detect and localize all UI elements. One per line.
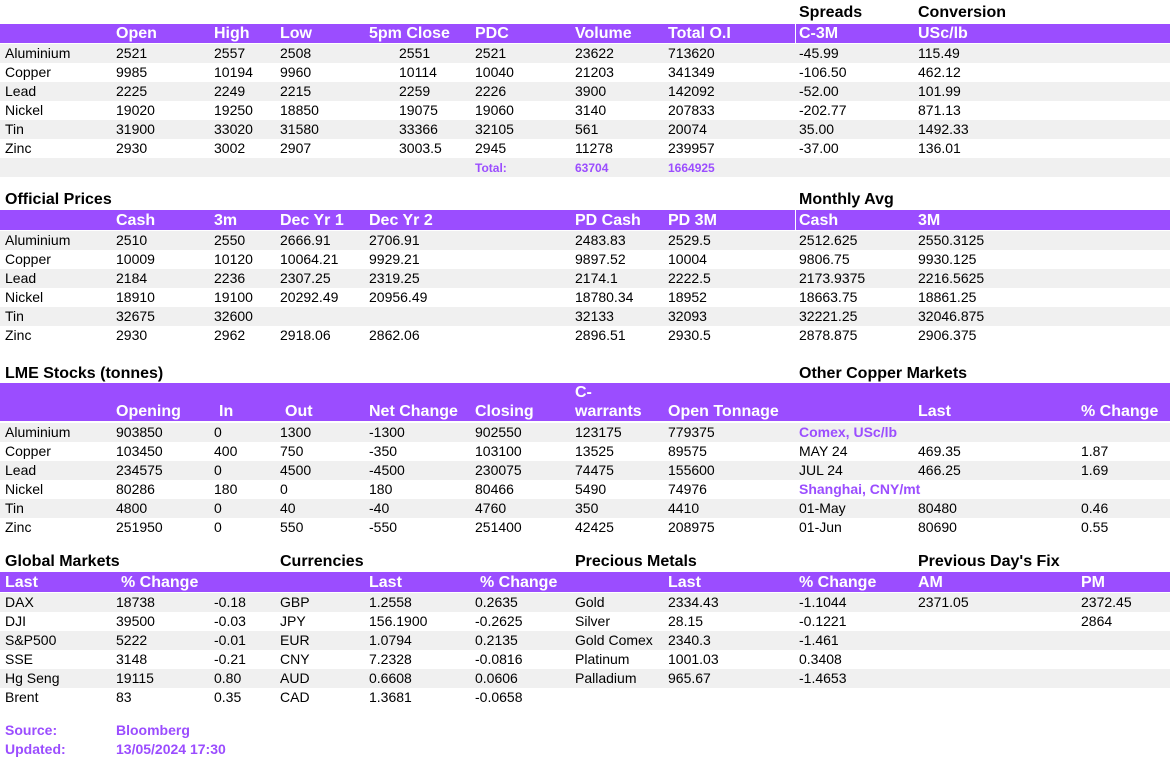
currency-code: AUD bbox=[280, 670, 310, 686]
col-header-low: Low bbox=[280, 25, 312, 42]
metal-name: Zinc bbox=[5, 519, 32, 535]
precious-last: 28.15 bbox=[668, 613, 704, 629]
currency-code: CNY bbox=[280, 651, 310, 667]
official-prices-title: Official Prices bbox=[5, 191, 112, 208]
index-last: 3148 bbox=[116, 651, 148, 667]
col-header-c-3m: C-3M bbox=[799, 25, 839, 42]
monthly-cash-cell: 9806.75 bbox=[799, 251, 850, 267]
dec-yr-1-cell: 2307.25 bbox=[280, 270, 331, 286]
header-divider bbox=[795, 210, 796, 230]
col-header-net-change: Net Change bbox=[369, 403, 458, 420]
fix-pm-value: 2864 bbox=[1081, 613, 1113, 629]
col-header-precious-change: % Change bbox=[799, 574, 877, 591]
comex-label: Comex, USc/lb bbox=[799, 424, 898, 440]
out-cell: 750 bbox=[280, 443, 304, 459]
precious-last: 2334.43 bbox=[668, 594, 719, 610]
net-change-cell: -4500 bbox=[369, 462, 405, 478]
open-cell: 2225 bbox=[116, 83, 148, 99]
volume-cell: 561 bbox=[575, 121, 599, 137]
opening-cell: 80286 bbox=[116, 481, 155, 497]
pdc-cell: 2226 bbox=[475, 83, 507, 99]
index-name: Hg Seng bbox=[5, 670, 60, 686]
open-tonnage-cell: 74976 bbox=[668, 481, 707, 497]
opening-cell: 103450 bbox=[116, 443, 163, 459]
col-header-total-oi: Total O.I bbox=[668, 25, 731, 42]
5pm-close-cell: 2551 bbox=[399, 45, 431, 61]
out-cell: 40 bbox=[280, 500, 296, 516]
volume-cell: 23622 bbox=[575, 45, 614, 61]
closing-cell: 902550 bbox=[475, 424, 522, 440]
open-tonnage-cell: 89575 bbox=[668, 443, 707, 459]
col-header-pd-cash: PD Cash bbox=[575, 212, 641, 229]
metal-name: Copper bbox=[5, 251, 51, 267]
total-oi-cell: 341349 bbox=[668, 64, 715, 80]
high-cell: 2557 bbox=[214, 45, 246, 61]
source-value: Bloomberg bbox=[116, 722, 190, 738]
dec-yr-2-cell: 2706.91 bbox=[369, 232, 420, 248]
metal-name: Copper bbox=[5, 64, 51, 80]
metal-name: Nickel bbox=[5, 102, 44, 118]
net-change-cell: -1300 bbox=[369, 424, 405, 440]
precious-last: 2340.3 bbox=[668, 632, 711, 648]
pdc-cell: 2945 bbox=[475, 140, 507, 156]
currency-last: 0.6608 bbox=[369, 670, 412, 686]
col-header-volume: Volume bbox=[575, 25, 632, 42]
open-tonnage-cell: 208975 bbox=[668, 519, 715, 535]
pd-cash-cell: 2174.1 bbox=[575, 270, 618, 286]
metal-name: Lead bbox=[5, 270, 37, 286]
shanghai-last: 80480 bbox=[918, 500, 957, 516]
precious-last: 1001.03 bbox=[668, 651, 719, 667]
closing-cell: 230075 bbox=[475, 462, 522, 478]
opening-cell: 251950 bbox=[116, 519, 163, 535]
col-header-5pm-close: 5pm Close bbox=[369, 25, 450, 42]
other-copper-title: Other Copper Markets bbox=[799, 365, 968, 382]
col-header-warrants: warrants bbox=[575, 403, 642, 420]
dec-yr-2-cell: 9929.21 bbox=[369, 251, 420, 267]
pdc-cell: 10040 bbox=[475, 64, 514, 80]
monthly-cash-cell: 32221.25 bbox=[799, 308, 858, 324]
metal-name: Aluminium bbox=[5, 424, 71, 440]
5pm-close-cell: 2259 bbox=[399, 83, 431, 99]
pd-3m-cell: 2529.5 bbox=[668, 232, 711, 248]
currency-change: -0.0816 bbox=[475, 651, 523, 667]
col-header-global-change: % Change bbox=[121, 574, 199, 591]
closing-cell: 103100 bbox=[475, 443, 522, 459]
pd-cash-cell: 32133 bbox=[575, 308, 614, 324]
total-label: Total: bbox=[475, 161, 507, 175]
index-last: 39500 bbox=[116, 613, 155, 629]
comex-last: 466.25 bbox=[918, 462, 961, 478]
col-header-global-last: Last bbox=[5, 574, 38, 591]
pd-cash-cell: 18780.34 bbox=[575, 289, 634, 305]
precious-name: Palladium bbox=[575, 670, 637, 686]
col-header-c-dash: C- bbox=[575, 384, 592, 401]
cash-cell: 32675 bbox=[116, 308, 155, 324]
volume-cell: 3900 bbox=[575, 83, 607, 99]
net-change-cell: -550 bbox=[369, 519, 398, 535]
col-header-currency-last: Last bbox=[369, 574, 402, 591]
pd-3m-cell: 10004 bbox=[668, 251, 707, 267]
volume-cell: 3140 bbox=[575, 102, 607, 118]
col-header-dec-yr-2: Dec Yr 2 bbox=[369, 212, 433, 229]
dec-yr-1-cell: 2666.91 bbox=[280, 232, 331, 248]
high-cell: 2249 bbox=[214, 83, 246, 99]
metal-name: Aluminium bbox=[5, 232, 71, 248]
usc-lb-cell: 115.49 bbox=[918, 45, 960, 61]
3m-cell: 19100 bbox=[214, 289, 253, 305]
index-name: DJI bbox=[5, 613, 26, 629]
in-cell: 180 bbox=[214, 481, 238, 497]
currencies-title: Currencies bbox=[280, 553, 364, 570]
c-3m-spread-cell: -45.99 bbox=[799, 45, 839, 61]
col-header-high: High bbox=[214, 25, 250, 42]
c-3m-spread-cell: -106.50 bbox=[799, 64, 847, 80]
pd-cash-cell: 9897.52 bbox=[575, 251, 626, 267]
monthly-3m-cell: 9930.125 bbox=[918, 251, 977, 267]
low-cell: 2907 bbox=[280, 140, 312, 156]
comex-contract: MAY 24 bbox=[799, 443, 848, 459]
in-cell: 0 bbox=[214, 462, 222, 478]
shanghai-last: 80690 bbox=[918, 519, 957, 535]
spreads-title: Spreads bbox=[799, 4, 863, 21]
index-change: 0.80 bbox=[214, 670, 242, 686]
5pm-close-cell: 33366 bbox=[399, 121, 438, 137]
high-cell: 19250 bbox=[214, 102, 253, 118]
pd-cash-cell: 2896.51 bbox=[575, 327, 626, 343]
index-change: -0.18 bbox=[214, 594, 246, 610]
precious-name: Silver bbox=[575, 613, 611, 629]
col-header-currency-change: % Change bbox=[480, 574, 558, 591]
opening-cell: 4800 bbox=[116, 500, 148, 516]
high-cell: 3002 bbox=[214, 140, 246, 156]
monthly-cash-cell: 2173.9375 bbox=[799, 270, 866, 286]
source-label: Source: bbox=[5, 722, 58, 738]
in-cell: 0 bbox=[214, 500, 222, 516]
metal-name: Lead bbox=[5, 83, 37, 99]
previous-fix-title: Previous Day's Fix bbox=[918, 553, 1060, 570]
shanghai-change: 0.46 bbox=[1081, 500, 1109, 516]
open-tonnage-cell: 779375 bbox=[668, 424, 715, 440]
metal-name: Nickel bbox=[5, 289, 44, 305]
index-change: 0.35 bbox=[214, 689, 242, 705]
metal-name: Lead bbox=[5, 462, 37, 478]
open-cell: 9985 bbox=[116, 64, 148, 80]
col-header-pdc: PDC bbox=[475, 25, 509, 42]
currency-code: CAD bbox=[280, 689, 310, 705]
3m-cell: 10120 bbox=[214, 251, 253, 267]
pdc-cell: 32105 bbox=[475, 121, 514, 137]
monthly-cash-cell: 18663.75 bbox=[799, 289, 858, 305]
precious-last: 965.67 bbox=[668, 670, 711, 686]
open-cell: 2930 bbox=[116, 140, 148, 156]
pd-3m-cell: 2930.5 bbox=[668, 327, 711, 343]
col-header-open-tonnage: Open Tonnage bbox=[668, 403, 779, 420]
currency-change: 0.0606 bbox=[475, 670, 518, 686]
currency-change: -0.0658 bbox=[475, 689, 523, 705]
net-change-cell: -40 bbox=[369, 500, 390, 516]
currency-last: 1.0794 bbox=[369, 632, 412, 648]
global-markets-title: Global Markets bbox=[5, 553, 120, 570]
usc-lb-cell: 1492.33 bbox=[918, 121, 969, 137]
shanghai-contract: 01-Jun bbox=[799, 519, 842, 535]
dec-yr-2-cell: 20956.49 bbox=[369, 289, 428, 305]
cash-cell: 2184 bbox=[116, 270, 148, 286]
dec-yr-2-cell: 2319.25 bbox=[369, 270, 420, 286]
metal-name: Zinc bbox=[5, 327, 32, 343]
precious-name: Platinum bbox=[575, 651, 630, 667]
col-header-opening: Opening bbox=[116, 403, 181, 420]
open-tonnage-cell: 155600 bbox=[668, 462, 715, 478]
usc-lb-cell: 101.99 bbox=[918, 83, 961, 99]
metal-name: Copper bbox=[5, 443, 51, 459]
metal-name: Tin bbox=[5, 308, 24, 324]
monthly-cash-cell: 2878.875 bbox=[799, 327, 858, 343]
col-header-precious-last: Last bbox=[668, 574, 701, 591]
total-volume: 63704 bbox=[575, 161, 609, 175]
opening-cell: 234575 bbox=[116, 462, 163, 478]
c-3m-spread-cell: -202.77 bbox=[799, 102, 847, 118]
low-cell: 31580 bbox=[280, 121, 319, 137]
index-change: -0.03 bbox=[214, 613, 246, 629]
cash-cell: 2510 bbox=[116, 232, 148, 248]
dec-yr-2-cell: 2862.06 bbox=[369, 327, 420, 343]
currency-last: 156.1900 bbox=[369, 613, 428, 629]
metal-name: Tin bbox=[5, 500, 24, 516]
currency-change: 0.2635 bbox=[475, 594, 518, 610]
total-open-interest: 1664925 bbox=[668, 161, 715, 175]
low-cell: 2508 bbox=[280, 45, 312, 61]
dec-yr-1-cell: 2918.06 bbox=[280, 327, 331, 343]
c-warrants-cell: 350 bbox=[575, 500, 599, 516]
out-cell: 550 bbox=[280, 519, 304, 535]
precious-change: 0.3408 bbox=[799, 651, 842, 667]
col-header-cash: Cash bbox=[116, 212, 156, 229]
cash-cell: 10009 bbox=[116, 251, 155, 267]
col-header-copper-last: Last bbox=[918, 403, 951, 420]
cash-cell: 18910 bbox=[116, 289, 155, 305]
currency-last: 1.3681 bbox=[369, 689, 412, 705]
c-warrants-cell: 5490 bbox=[575, 481, 607, 497]
updated-label: Updated: bbox=[5, 741, 66, 757]
header-divider bbox=[795, 24, 796, 43]
currency-code: EUR bbox=[280, 632, 310, 648]
out-cell: 4500 bbox=[280, 462, 312, 478]
conversion-title: Conversion bbox=[918, 4, 1007, 21]
open-cell: 2521 bbox=[116, 45, 148, 61]
col-header-closing: Closing bbox=[475, 403, 534, 420]
precious-change: -1.461 bbox=[799, 632, 839, 648]
index-last: 83 bbox=[116, 689, 132, 705]
c-warrants-cell: 74475 bbox=[575, 462, 614, 478]
index-name: Brent bbox=[5, 689, 39, 705]
total-oi-cell: 142092 bbox=[668, 83, 715, 99]
cash-cell: 2930 bbox=[116, 327, 148, 343]
shanghai-change: 0.55 bbox=[1081, 519, 1109, 535]
metal-name: Aluminium bbox=[5, 45, 71, 61]
c-3m-spread-cell: -37.00 bbox=[799, 140, 839, 156]
shanghai-label: Shanghai, CNY/mt bbox=[799, 481, 921, 497]
comex-change: 1.87 bbox=[1081, 443, 1109, 459]
low-cell: 9960 bbox=[280, 64, 312, 80]
col-header-fix-am: AM bbox=[918, 574, 943, 591]
currency-last: 7.2328 bbox=[369, 651, 412, 667]
currency-change: 0.2135 bbox=[475, 632, 518, 648]
monthly-3m-cell: 2906.375 bbox=[918, 327, 977, 343]
precious-change: -1.1044 bbox=[799, 594, 847, 610]
out-cell: 1300 bbox=[280, 424, 312, 440]
lme-stocks-title: LME Stocks (tonnes) bbox=[5, 365, 164, 382]
opening-cell: 903850 bbox=[116, 424, 163, 440]
high-cell: 10194 bbox=[214, 64, 253, 80]
c-3m-spread-cell: -52.00 bbox=[799, 83, 839, 99]
precious-change: -1.4653 bbox=[799, 670, 847, 686]
comex-contract: JUL 24 bbox=[799, 462, 843, 478]
col-header-open: Open bbox=[116, 25, 157, 42]
col-header-monthly-cash: Cash bbox=[799, 212, 839, 229]
pd-cash-cell: 2483.83 bbox=[575, 232, 626, 248]
monthly-cash-cell: 2512.625 bbox=[799, 232, 858, 248]
usc-lb-cell: 871.13 bbox=[918, 102, 961, 118]
fix-am-value: 2371.05 bbox=[918, 594, 969, 610]
index-last: 18738 bbox=[116, 594, 155, 610]
comex-change: 1.69 bbox=[1081, 462, 1109, 478]
metal-name: Tin bbox=[5, 121, 24, 137]
in-cell: 400 bbox=[214, 443, 238, 459]
col-header-3m: 3m bbox=[214, 212, 238, 229]
out-cell: 0 bbox=[280, 481, 288, 497]
usc-lb-cell: 136.01 bbox=[918, 140, 961, 156]
col-header-in: In bbox=[219, 403, 234, 420]
monthly-3m-cell: 2550.3125 bbox=[918, 232, 985, 248]
open-cell: 19020 bbox=[116, 102, 155, 118]
monthly-3m-cell: 32046.875 bbox=[918, 308, 985, 324]
index-name: SSE bbox=[5, 651, 34, 667]
comex-last: 469.35 bbox=[918, 443, 961, 459]
col-header-monthly-3m: 3M bbox=[918, 212, 941, 229]
low-cell: 2215 bbox=[280, 83, 312, 99]
in-cell: 0 bbox=[214, 424, 222, 440]
currency-last: 1.2558 bbox=[369, 594, 412, 610]
in-cell: 0 bbox=[214, 519, 222, 535]
col-header-out: Out bbox=[285, 403, 313, 420]
currency-code: GBP bbox=[280, 594, 310, 610]
closing-cell: 251400 bbox=[475, 519, 522, 535]
net-change-cell: -350 bbox=[369, 443, 398, 459]
5pm-close-cell: 19075 bbox=[399, 102, 438, 118]
3m-cell: 2236 bbox=[214, 270, 246, 286]
index-last: 19115 bbox=[116, 670, 154, 686]
total-oi-cell: 713620 bbox=[668, 45, 715, 61]
c-3m-spread-cell: 35.00 bbox=[799, 121, 835, 137]
shanghai-contract: 01-May bbox=[799, 500, 846, 516]
updated-value: 13/05/2024 17:30 bbox=[116, 741, 226, 757]
precious-name: Gold bbox=[575, 594, 605, 610]
dec-yr-1-cell: 20292.49 bbox=[280, 289, 339, 305]
usc-lb-cell: 462.12 bbox=[918, 64, 961, 80]
index-name: DAX bbox=[5, 594, 34, 610]
total-oi-cell: 20074 bbox=[668, 121, 707, 137]
index-change: -0.21 bbox=[214, 651, 246, 667]
c-warrants-cell: 13525 bbox=[575, 443, 614, 459]
precious-name: Gold Comex bbox=[575, 632, 653, 648]
index-name: S&P500 bbox=[5, 632, 57, 648]
closing-cell: 80466 bbox=[475, 481, 514, 497]
high-cell: 33020 bbox=[214, 121, 253, 137]
col-header-dec-yr-1: Dec Yr 1 bbox=[280, 212, 344, 229]
closing-cell: 4760 bbox=[475, 500, 507, 516]
c-warrants-cell: 42425 bbox=[575, 519, 614, 535]
col-header-usc-lb: USc/lb bbox=[918, 25, 968, 42]
net-change-cell: 180 bbox=[369, 481, 393, 497]
currency-code: JPY bbox=[280, 613, 306, 629]
3m-cell: 2550 bbox=[214, 232, 246, 248]
index-last: 5222 bbox=[116, 632, 148, 648]
open-cell: 31900 bbox=[116, 121, 155, 137]
monthly-3m-cell: 18861.25 bbox=[918, 289, 977, 305]
col-header-copper-change: % Change bbox=[1081, 403, 1159, 420]
metal-name: Zinc bbox=[5, 140, 32, 156]
3m-cell: 32600 bbox=[214, 308, 253, 324]
volume-cell: 21203 bbox=[575, 64, 614, 80]
col-header-fix-pm: PM bbox=[1081, 574, 1105, 591]
c-warrants-cell: 123175 bbox=[575, 424, 622, 440]
low-cell: 18850 bbox=[280, 102, 319, 118]
precious-change: -0.1221 bbox=[799, 613, 847, 629]
monthly-avg-title: Monthly Avg bbox=[799, 191, 894, 208]
metal-name: Nickel bbox=[5, 481, 44, 497]
volume-cell: 11278 bbox=[575, 140, 613, 156]
col-header-pd-3m: PD 3M bbox=[668, 212, 717, 229]
pd-3m-cell: 32093 bbox=[668, 308, 707, 324]
5pm-close-cell: 10114 bbox=[399, 64, 437, 80]
pdc-cell: 19060 bbox=[475, 102, 514, 118]
currency-change: -0.2625 bbox=[475, 613, 523, 629]
total-oi-cell: 207833 bbox=[668, 102, 715, 118]
open-tonnage-cell: 4410 bbox=[668, 500, 700, 516]
pd-3m-cell: 18952 bbox=[668, 289, 707, 305]
5pm-close-cell: 3003.5 bbox=[399, 140, 442, 156]
fix-pm-value: 2372.45 bbox=[1081, 594, 1132, 610]
monthly-3m-cell: 2216.5625 bbox=[918, 270, 985, 286]
index-change: -0.01 bbox=[214, 632, 246, 648]
pdc-cell: 2521 bbox=[475, 45, 507, 61]
3m-cell: 2962 bbox=[214, 327, 246, 343]
precious-metals-title: Precious Metals bbox=[575, 553, 697, 570]
pd-3m-cell: 2222.5 bbox=[668, 270, 711, 286]
total-oi-cell: 239957 bbox=[668, 140, 715, 156]
dec-yr-1-cell: 10064.21 bbox=[280, 251, 339, 267]
